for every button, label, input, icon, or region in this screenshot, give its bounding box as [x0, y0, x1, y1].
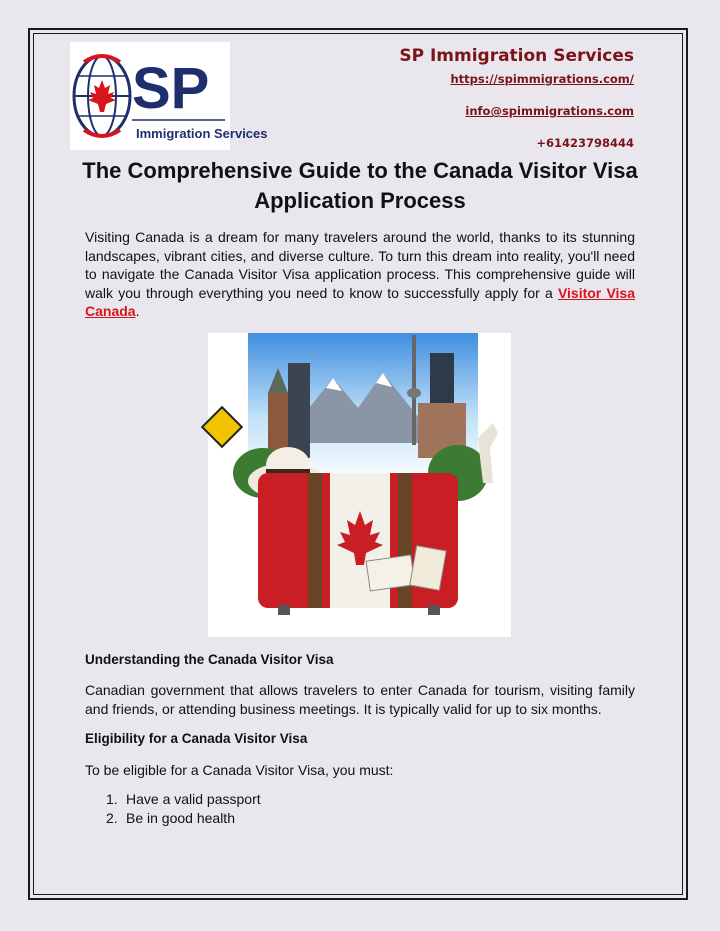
ticket-icon	[366, 555, 415, 591]
logo-tagline: Immigration Services	[136, 126, 268, 141]
email-link[interactable]: info@spimmigrations.com	[465, 104, 634, 118]
contact-block	[399, 46, 634, 168]
postcard-icon	[410, 546, 446, 591]
suitcase-illustration	[208, 333, 511, 637]
company-logo	[70, 42, 268, 150]
intro-paragraph	[85, 228, 635, 321]
company-name: SP Immigration Services	[399, 46, 634, 66]
logo-letters: SP	[132, 56, 210, 121]
hero-image	[208, 333, 511, 637]
section-heading-eligibility: Eligibility for a Canada Visitor Visa	[85, 731, 308, 746]
logo-graphic	[70, 42, 268, 150]
website-link[interactable]: https://spimmigrations.com/	[450, 72, 634, 86]
intro-end: .	[135, 303, 140, 320]
list-item: 1. Have a valid passport	[106, 791, 261, 807]
visitor-visa-canada-link[interactable]: Visitor Visa Canada	[85, 284, 635, 320]
phone-number: +61423798444	[536, 136, 634, 150]
section-heading-understanding: Understanding the Canada Visitor Visa	[85, 652, 334, 667]
skyscraper-icon	[288, 363, 310, 458]
eligibility-list	[106, 790, 261, 828]
section-understanding-text: Canadian government that allows travelers to enter Canada for tourism, visiting family and friends, or attending business meetings. It is typically valid for up to six months.	[85, 682, 635, 717]
section-eligibility-text: To be eligible for a Canada Visitor Visa, you must:	[85, 762, 394, 778]
page-title: The Comprehensive Guide to the Canada Visitor Visa Application Process	[82, 158, 638, 213]
list-item: 2. Be in good health	[106, 810, 235, 826]
intro-text: Visiting Canada is a dream for many travelers around the world, thanks to its stunning landscapes, vibrant cities, and diverse culture. To turn this dream into reality, you'll need to navigate the Canada Visitor Visa application process. This comprehensive guide will walk you through everything you need to know to successfully apply for a	[85, 229, 635, 301]
